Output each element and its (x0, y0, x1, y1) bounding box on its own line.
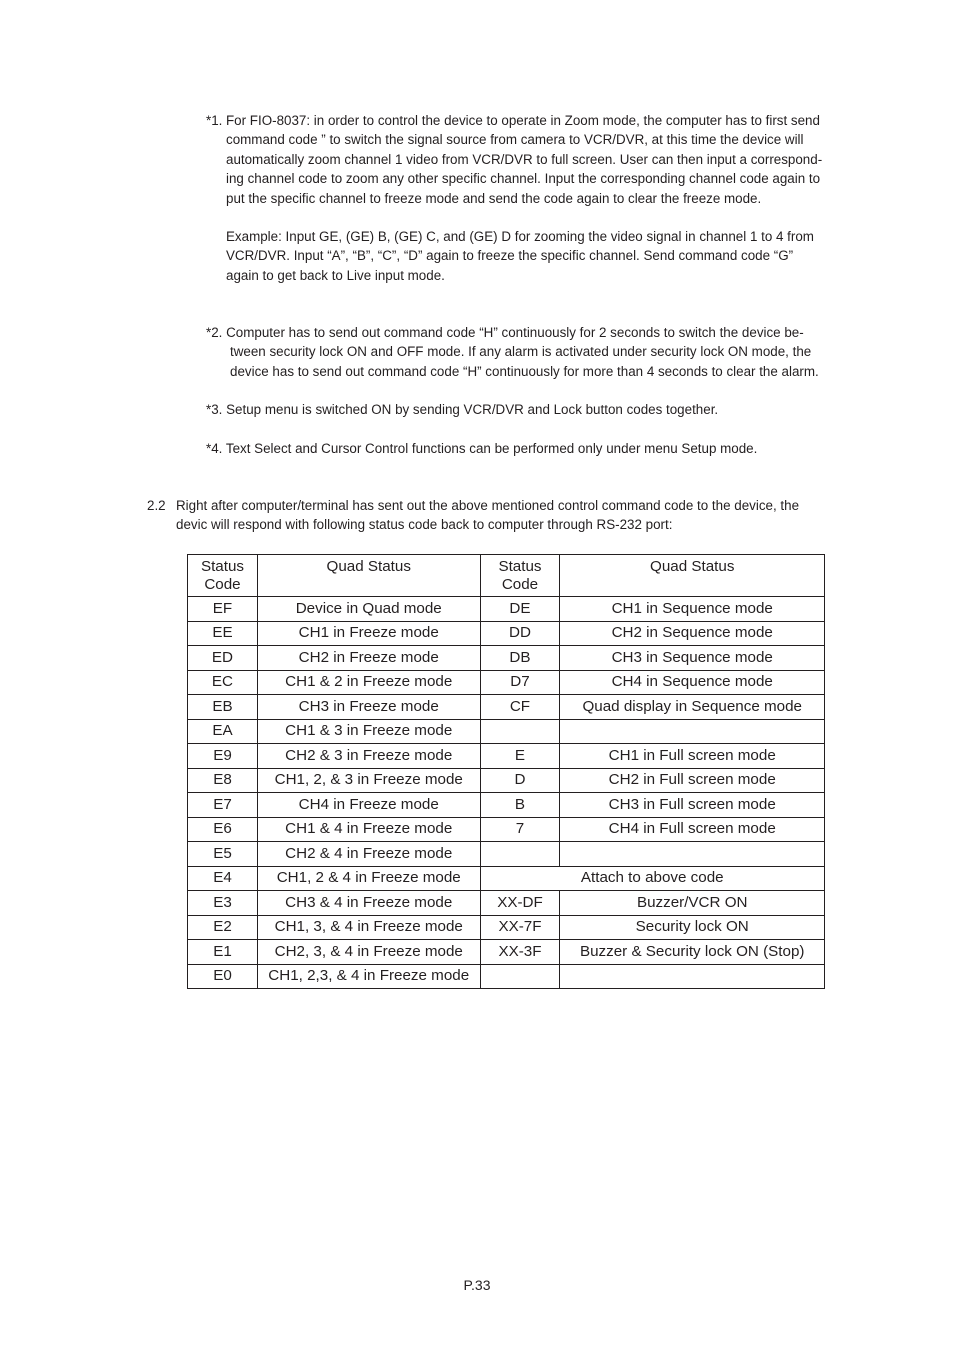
page-number: P.33 (463, 1277, 491, 1293)
footnote-1-text: For FIO-8037: in order to control the device to operate in Zoom mode, the computer has to first send command code ” to switch the signal source from camera to VCR/DVR, at this time the device will automatically zoom channel 1 video from VCR/DVR to full screen. User can then input a correspond- ing channel code to zoom any other specific channel. Input the corresponding channel code again to put the specific channel to freeze mode and send the code again to clear the freeze mode. (226, 113, 823, 206)
table-cell: E0 (188, 964, 258, 989)
footnote-1-example: Example: Input GE, (GE) B, (GE) C, and (GE) D for zooming the video signal in channel 1 to 4 from VCR/DVR. Input “A”, “B”, “C”, “D” again to freeze the specific channel. Send command code “G” again to get back to Live input mode. (226, 229, 814, 283)
section-2-2 (147, 496, 867, 535)
table-cell: CH2 & 3 in Freeze mode (257, 744, 480, 769)
table-cell (560, 719, 825, 744)
table-cell: E6 (188, 817, 258, 842)
table-cell: CH1 in Sequence mode (560, 597, 825, 622)
header-quad-status: Quad Status (560, 555, 825, 597)
table-cell: DE (480, 597, 560, 622)
table-cell: XX-7F (480, 915, 560, 940)
table-cell: EC (188, 670, 258, 695)
table-row (188, 670, 825, 695)
footnote-1-marker: *1. (206, 113, 223, 128)
table-cell: E9 (188, 744, 258, 769)
table-cell: EA (188, 719, 258, 744)
table-cell: E8 (188, 768, 258, 793)
table-cell: CH1 & 2 in Freeze mode (257, 670, 480, 695)
table-row (188, 793, 825, 818)
table-cell (480, 964, 560, 989)
table-cell: 7 (480, 817, 560, 842)
header-status-code: Status Code (480, 555, 560, 597)
table-row (188, 768, 825, 793)
footnote-4 (206, 439, 876, 458)
table-cell: Security lock ON (560, 915, 825, 940)
table-row (188, 915, 825, 940)
table-cell: CH3 in Full screen mode (560, 793, 825, 818)
table-cell: Quad display in Sequence mode (560, 695, 825, 720)
table-cell: XX-3F (480, 940, 560, 965)
table-cell: Buzzer/VCR ON (560, 891, 825, 916)
table-row (188, 817, 825, 842)
header-quad-status: Quad Status (257, 555, 480, 597)
table-cell: CH1 in Freeze mode (257, 621, 480, 646)
table-cell: Device in Quad mode (257, 597, 480, 622)
footnote-2-first-line (206, 323, 876, 342)
table-cell (480, 842, 560, 867)
table-cell: CH4 in Sequence mode (560, 670, 825, 695)
table-cell: EF (188, 597, 258, 622)
table-cell: EB (188, 695, 258, 720)
table-cell: EE (188, 621, 258, 646)
table-cell: CH2 in Full screen mode (560, 768, 825, 793)
footnote-2 (206, 323, 876, 381)
footnote-4-marker: *4. (206, 441, 223, 456)
table-cell: CH3 in Sequence mode (560, 646, 825, 671)
footnote-2-first-text: Computer has to send out command code “H” continuously for 2 seconds to switch the device be- (226, 325, 804, 340)
table-cell: D (480, 768, 560, 793)
table-row (188, 621, 825, 646)
table-cell: E3 (188, 891, 258, 916)
footnote-3-text: Setup menu is switched ON by sending VCR/DVR and Lock button codes together. (226, 402, 719, 417)
table-cell: CH1, 3, & 4 in Freeze mode (257, 915, 480, 940)
table-cell: CH2 & 4 in Freeze mode (257, 842, 480, 867)
table-row (188, 719, 825, 744)
table-row (188, 940, 825, 965)
footnote-1 (206, 111, 876, 208)
table-cell (560, 842, 825, 867)
footnote-4-text: Text Select and Cursor Control functions can be performed only under menu Setup mode. (225, 441, 758, 456)
table-row (188, 646, 825, 671)
header-status-code: Status Code (188, 555, 258, 597)
table-cell: XX-DF (480, 891, 560, 916)
table-cell (560, 964, 825, 989)
table-cell: E1 (188, 940, 258, 965)
table-cell: ED (188, 646, 258, 671)
table-cell: CH2 in Freeze mode (257, 646, 480, 671)
table-row (188, 597, 825, 622)
table-cell: Attach to above code (480, 866, 824, 891)
section-text: Right after computer/terminal has sent out the above mentioned control command code to the device, the devic will respond with following status code back to computer through RS-232 port: (176, 498, 800, 533)
table-cell: CH1 & 3 in Freeze mode (257, 719, 480, 744)
table-cell: CH3 & 4 in Freeze mode (257, 891, 480, 916)
table-cell: E2 (188, 915, 258, 940)
table-row (188, 891, 825, 916)
table-header-row (188, 555, 825, 597)
table-row (188, 866, 825, 891)
table-cell: B (480, 793, 560, 818)
section-number: 2.2 (147, 498, 166, 513)
footnote-3 (206, 400, 876, 419)
table-cell: CH2, 3, & 4 in Freeze mode (257, 940, 480, 965)
footnote-2-marker: *2. (206, 325, 223, 340)
table-cell: CH1, 2 & 4 in Freeze mode (257, 866, 480, 891)
table-cell: E4 (188, 866, 258, 891)
table-row (188, 842, 825, 867)
footnote-3-marker: *3. (206, 402, 223, 417)
table-cell: CH2 in Sequence mode (560, 621, 825, 646)
status-code-table (187, 554, 825, 989)
table-cell: Buzzer & Security lock ON (Stop) (560, 940, 825, 965)
table-cell: E7 (188, 793, 258, 818)
table-row (188, 695, 825, 720)
footnote-2-text: tween security lock ON and OFF mode. If any alarm is activated under security lock ON mode, the device has to send out command code “H” continuously for more than 4 seconds to clear the alarm. (230, 344, 819, 379)
table-cell: CH4 in Full screen mode (560, 817, 825, 842)
table-row (188, 744, 825, 769)
table-cell: CH1 in Full screen mode (560, 744, 825, 769)
table-cell: E5 (188, 842, 258, 867)
table-cell: E (480, 744, 560, 769)
table-cell: DB (480, 646, 560, 671)
table-cell: CH3 in Freeze mode (257, 695, 480, 720)
table-cell: CH4 in Freeze mode (257, 793, 480, 818)
table-cell: D7 (480, 670, 560, 695)
table-row (188, 964, 825, 989)
table-cell (480, 719, 560, 744)
table-cell: DD (480, 621, 560, 646)
table-cell: CH1, 2,3, & 4 in Freeze mode (257, 964, 480, 989)
table-cell: CH1, 2, & 3 in Freeze mode (257, 768, 480, 793)
table-body (188, 597, 825, 989)
table-cell: CH1 & 4 in Freeze mode (257, 817, 480, 842)
table-cell: CF (480, 695, 560, 720)
